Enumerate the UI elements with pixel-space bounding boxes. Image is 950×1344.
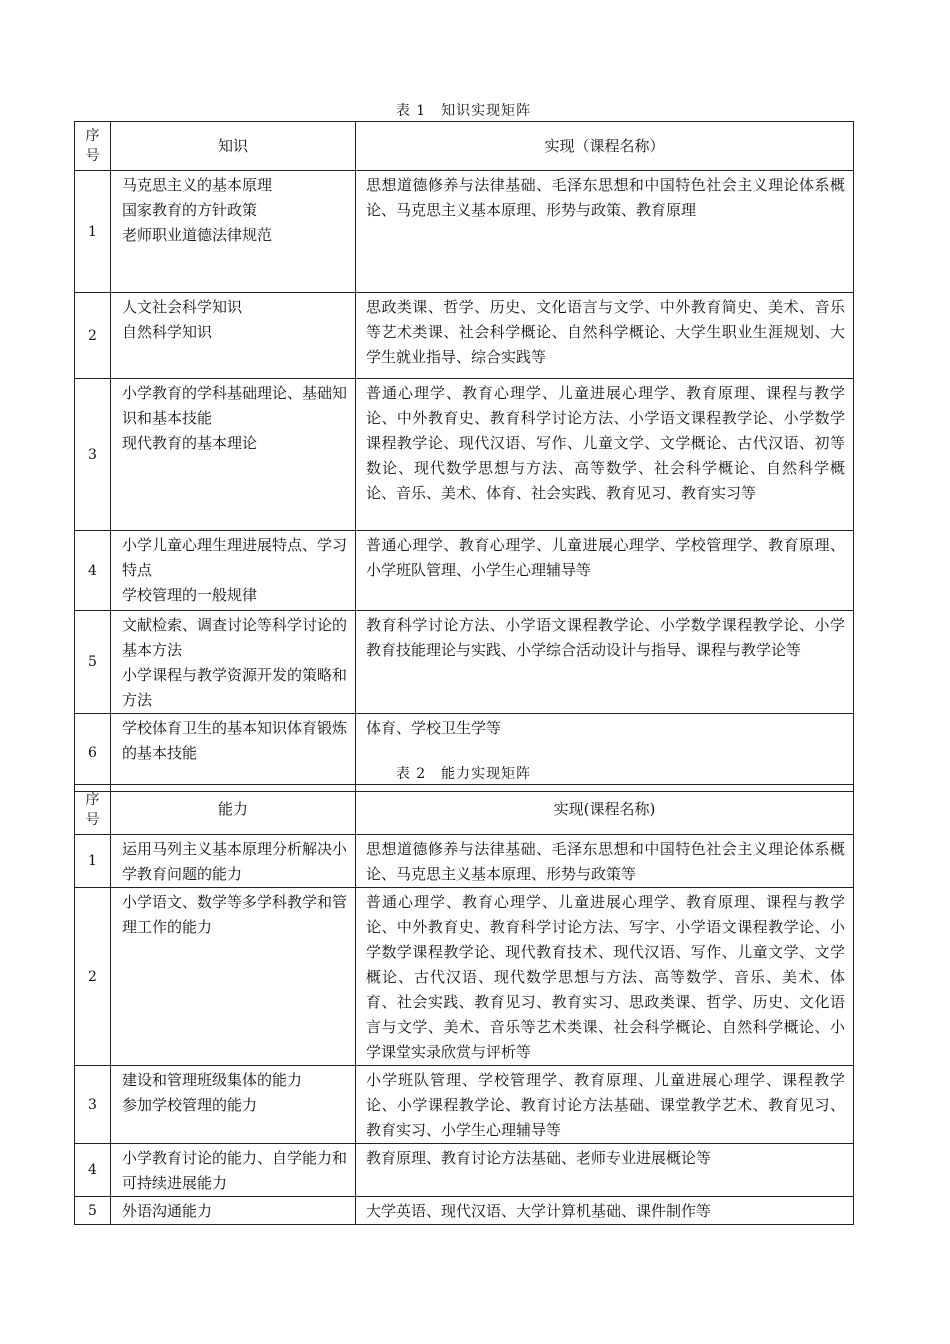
row-item-cell <box>111 379 356 531</box>
header-ability: 能力 <box>111 785 356 835</box>
header-no: 序号 <box>75 785 111 835</box>
header-no: 序号 <box>75 122 111 171</box>
table1-header-row <box>75 122 854 171</box>
row-number: 5 <box>75 1197 111 1225</box>
row-item-line: 参加学校管理的能力 <box>122 1096 258 1114</box>
row-number: 5 <box>75 611 111 714</box>
row-number: 1 <box>75 835 111 888</box>
row-implementation-cell: 思想道德修养与法律基础、毛泽东思想和中国特色社会主义理论体系概论、马克思主义基本原理、形势与政策等 <box>356 835 854 888</box>
row-implementation-cell: 思政类课、哲学、历史、文化语言与文学、中外教育简史、美术、音乐等艺术类课、社会科学概论、自然科学概论、大学生职业生涯规划、大学生就业指导、综合实践等 <box>356 293 854 379</box>
row-item-cell <box>111 835 356 888</box>
row-item-line: 小学语文、数学等多学科教学和管理工作的能力 <box>122 893 348 936</box>
row-item-cell <box>111 611 356 714</box>
row-item-line: 外语沟通能力 <box>122 1202 213 1220</box>
row-number: 3 <box>75 1066 111 1144</box>
row-item-line: 老师职业道德法律规范 <box>122 226 273 244</box>
row-implementation-cell: 普通心理学、教育心理学、儿童进展心理学、学校管理学、教育原理、小学班队管理、小学生心理辅导等 <box>356 531 854 611</box>
table-row <box>75 1197 854 1225</box>
row-implementation-cell: 普通心理学、教育心理学、儿童进展心理学、教育原理、课程与教学论、中外教育史、教育科学讨论方法、写字、小学语文课程教学论、小学数学课程教学论、现代教育技术、现代汉语、写作、儿童文学、文学概论、古代汉语、现代数学思想与方法、高等数学、音乐、美术、体育、社会实践、教育见习、教育实习、思政类课、哲学、历史、文化语言与文学、美术、音乐等艺术类课、社会科学概论、自然科学概论、小学课堂实录欣赏与评析等 <box>356 888 854 1066</box>
table2-header-row <box>75 785 854 835</box>
table1-caption: 表 1 知识实现矩阵 <box>395 103 532 119</box>
table-row <box>75 531 854 611</box>
table-row <box>75 888 854 1066</box>
table-row <box>75 1144 854 1197</box>
row-number: 3 <box>75 379 111 531</box>
row-item-line: 运用马列主义基本原理分析解决小学教育问题的能力 <box>122 840 348 883</box>
row-item-line: 马克思主义的基本原理 <box>122 176 273 194</box>
row-item-cell <box>111 888 356 1066</box>
row-item-cell <box>111 293 356 379</box>
row-item-line: 人文社会科学知识 <box>122 298 243 316</box>
row-item-line: 学校体育卫生的基本知识体育锻炼的基本技能 <box>122 719 348 762</box>
row-item-line: 小学教育的学科基础理论、基础知识和基本技能 <box>122 384 348 427</box>
table2-caption: 表 2 能力实现矩阵 <box>395 766 532 782</box>
row-item-line: 自然科学知识 <box>122 323 213 341</box>
row-item-cell <box>111 1066 356 1144</box>
table-row <box>75 171 854 293</box>
row-item-line: 现代教育的基本理论 <box>122 434 258 452</box>
row-implementation-cell: 教育科学讨论方法、小学语文课程教学论、小学数学课程教学论、小学教育技能理论与实践、小学综合活动设计与指导、课程与教学论等 <box>356 611 854 714</box>
row-implementation-cell: 大学英语、现代汉语、大学计算机基础、课件制作等 <box>356 1197 854 1225</box>
row-item-line: 建设和管理班级集体的能力 <box>122 1071 303 1089</box>
row-item-line: 文献检索、调查讨论等科学讨论的基本方法 <box>122 616 348 659</box>
row-item-cell <box>111 171 356 293</box>
table-row <box>75 1066 854 1144</box>
table-row <box>75 379 854 531</box>
row-item-cell <box>111 1197 356 1225</box>
row-implementation-cell: 思想道德修养与法律基础、毛泽东思想和中国特色社会主义理论体系概论、马克思主义基本原理、形势与政策、教育原理 <box>356 171 854 293</box>
row-item-line: 学校管理的一般规律 <box>122 586 258 604</box>
row-item-cell <box>111 1144 356 1197</box>
row-implementation-cell: 普通心理学、教育心理学、儿童进展心理学、教育原理、课程与教学论、中外教育史、教育科学讨论方法、小学语文课程教学论、小学数学课程教学论、现代汉语、写作、儿童文学、文学概论、古代汉语、初等数论、现代数学思想与方法、高等数学、社会科学概论、自然科学概论、音乐、美术、体育、社会实践、教育见习、教育实习等 <box>356 379 854 531</box>
table-row <box>75 293 854 379</box>
row-implementation-cell: 小学班队管理、学校管理学、教育原理、儿童进展心理学、课程教学论、小学课程教学论、教育讨论方法基础、课堂教学艺术、教育见习、教育实习、小学生心理辅导等 <box>356 1066 854 1144</box>
row-item-cell <box>111 531 356 611</box>
row-number: 6 <box>75 714 111 792</box>
row-number: 2 <box>75 293 111 379</box>
row-item-line: 国家教育的方针政策 <box>122 201 258 219</box>
row-item-line: 小学课程与教学资源开发的策略和方法 <box>122 666 348 709</box>
table-row <box>75 835 854 888</box>
row-number: 4 <box>75 531 111 611</box>
row-implementation-cell: 体育、学校卫生学等 <box>356 714 854 792</box>
ability-matrix-table <box>74 784 854 1225</box>
row-number: 4 <box>75 1144 111 1197</box>
row-item-line: 小学教育讨论的能力、自学能力和可持续进展能力 <box>122 1149 348 1192</box>
header-knowledge: 知识 <box>111 122 356 171</box>
row-item-line: 小学儿童心理生理进展特点、学习特点 <box>122 536 348 579</box>
header-implementation: 实现（课程名称） <box>356 122 854 171</box>
row-implementation-cell: 教育原理、教育讨论方法基础、老师专业进展概论等 <box>356 1144 854 1197</box>
table-row <box>75 611 854 714</box>
row-number: 1 <box>75 171 111 293</box>
row-number: 2 <box>75 888 111 1066</box>
header-implementation: 实现(课程名称) <box>356 785 854 835</box>
knowledge-matrix-table <box>74 121 854 792</box>
